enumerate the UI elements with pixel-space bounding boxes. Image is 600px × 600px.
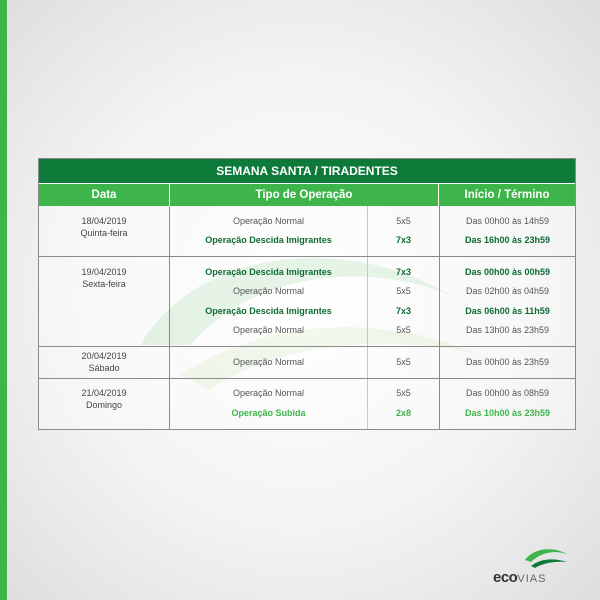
- time-range: Das 00h00 às 00h59: [464, 266, 551, 277]
- date-value: 20/04/2019: [81, 351, 127, 362]
- logo-text-eco: eco: [493, 569, 518, 586]
- operation-code-cell: [368, 347, 440, 378]
- date-cell: [39, 257, 170, 346]
- operation-type: Operação Descida Imigrantes: [205, 305, 332, 316]
- date-wrap: [39, 387, 169, 411]
- operation-code: 5x5: [396, 286, 411, 296]
- operation-type-cell: [170, 206, 368, 256]
- operation-code: 5x5: [396, 388, 411, 398]
- header-inicio: Início / Término: [464, 189, 550, 201]
- header-data: Data: [39, 184, 170, 206]
- date-group: [39, 378, 575, 429]
- table-title: SEMANA SANTA / TIRADENTES: [39, 159, 575, 184]
- operation-code: 2x8: [395, 407, 412, 418]
- operation-type: Operação Descida Imigrantes: [205, 235, 332, 245]
- operation-code: 5x5: [396, 215, 411, 226]
- operation-code: 7x3: [395, 305, 412, 316]
- operation-code-cell: [368, 379, 440, 429]
- ecovias-swoosh-icon: [523, 546, 569, 568]
- time-range-cell: [440, 257, 575, 346]
- time-range: Das 13h00 às 23h59: [465, 325, 550, 335]
- operation-code: 7x3: [395, 266, 412, 277]
- weekday: Quinta-feira: [80, 227, 128, 238]
- date-group: [39, 206, 575, 256]
- date-value: 18/04/2019: [81, 215, 127, 226]
- header-row: [39, 184, 575, 206]
- header-tipo: Tipo de Operação: [170, 184, 439, 206]
- weekday: Sexta-feira: [82, 278, 126, 289]
- time-range-cell: [440, 347, 575, 378]
- logo-text-vias: VIAS: [517, 573, 547, 585]
- date-cell: [39, 347, 170, 378]
- operation-code-cell: [368, 257, 440, 346]
- operation-type: Operação Subida: [231, 407, 306, 418]
- time-range: Das 00h00 às 14h59: [465, 215, 550, 226]
- date-group: [39, 346, 575, 378]
- operation-type: Operação Normal: [232, 215, 305, 226]
- time-range: Das 00h00 às 23h59: [465, 356, 550, 367]
- weekday: Sábado: [88, 363, 120, 374]
- ecovias-logo: [493, 546, 573, 586]
- date-group: [39, 256, 575, 346]
- table-body: [39, 206, 575, 429]
- operation-type: Operação Descida Imigrantes: [205, 266, 332, 277]
- date-wrap: [39, 215, 169, 239]
- date-cell: [39, 206, 170, 256]
- operation-type: Operação Normal: [232, 388, 305, 398]
- ecovias-logo-text: [493, 569, 546, 586]
- operation-type-cell: [170, 347, 368, 378]
- time-range: Das 16h00 às 23h59: [464, 235, 551, 245]
- operation-type-cell: [170, 257, 368, 346]
- time-range-cell: [440, 379, 575, 429]
- date-value: 19/04/2019: [81, 266, 127, 277]
- weekday: Domingo: [85, 400, 123, 410]
- green-side-bar: [0, 0, 7, 600]
- time-range: Das 06h00 às 11h59: [465, 305, 550, 316]
- operation-code: 5x5: [396, 325, 411, 335]
- operation-code: 7x3: [395, 235, 412, 245]
- date-wrap: [39, 350, 169, 374]
- operation-type-cell: [170, 379, 368, 429]
- operation-code: 5x5: [396, 356, 411, 367]
- operation-type: Operação Normal: [232, 356, 305, 367]
- time-range: Das 00h00 às 08h59: [465, 388, 550, 398]
- date-cell: [39, 379, 170, 429]
- date-value: 21/04/2019: [81, 388, 127, 398]
- operation-type: Operação Normal: [232, 286, 305, 296]
- operation-code-cell: [368, 206, 440, 256]
- time-range-cell: [440, 206, 575, 256]
- operation-type: Operação Normal: [232, 325, 305, 335]
- date-wrap: [39, 266, 169, 290]
- time-range: Das 10h00 às 23h59: [464, 407, 551, 418]
- schedule-table: [38, 158, 576, 430]
- time-range: Das 02h00 às 04h59: [465, 286, 550, 296]
